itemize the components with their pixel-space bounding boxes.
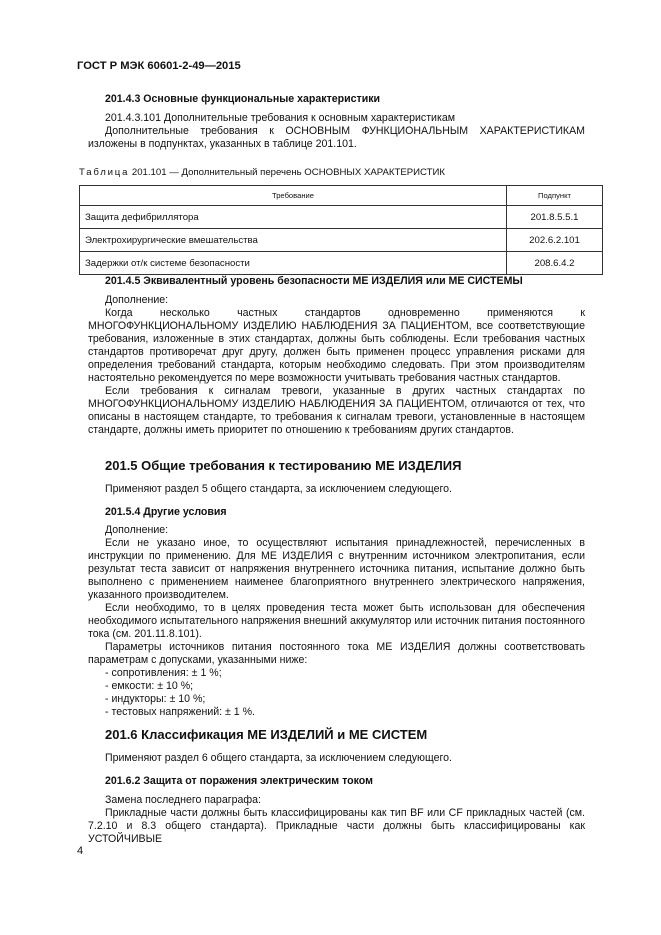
section-201-6-title: 201.6 Классификация МЕ ИЗДЕЛИЙ и МЕ СИСТЕМ xyxy=(105,727,428,742)
paragraph: Если не указано иное, то осуществляют испытания принадлежностей, перечисленных в инструкции по применению. Для МЕ ИЗДЕЛИЯ с внутренним источником электропитания, если результат теста зависит от напряжения внутреннего источника питания, испытание должно быть выполнено с применением наименее благоприятного внутреннего электрического напряжения, указанного производителем. xyxy=(88,537,585,601)
list-item: - индукторы: ± 10 %; xyxy=(105,693,206,705)
column-header-requirement: Требование xyxy=(80,186,507,206)
page-number: 4 xyxy=(77,845,84,857)
section-201-5-4-title: 201.5.4 Другие условия xyxy=(105,506,227,518)
subclause-201-4-3-101: 201.4.3.101 Дополнительные требования к основным характеристикам xyxy=(105,112,456,124)
requirement-cell: Защита дефибриллятора xyxy=(80,206,507,229)
section-201-4-3-body xyxy=(88,112,585,151)
paragraph: Когда несколько частных стандартов одновременно применяются к МНОГОФУНКЦИОНАЛЬНОМУ ИЗДЕЛИЮ НАБЛЮДЕНИЯ ЗА ПАЦИЕНТОМ, все соответствующие требования, изложенные в этих стандартах, должны быть соблюдены. Если требования частных стандартов противоречат друг другу, должен быть применен процесс управления рисками для определения требований стандарта, которым необходимо следовать. При этом производителям настоятельно рекомендуется по мере возможности учитывать требования частных стандартов. xyxy=(88,307,585,384)
section-201-4-5-title: 201.4.5 Эквивалентный уровень безопасности МЕ ИЗДЕЛИЯ или МЕ СИСТЕМЫ xyxy=(105,275,523,287)
paragraph: Параметры источников питания постоянного тока МЕ ИЗДЕЛИЯ должны соответствовать параметрам с допусками, указанными ниже: xyxy=(88,641,585,666)
table-caption xyxy=(79,166,445,179)
paragraph: Если требования к сигналам тревоги, указанные в других частных стандартах по МНОГОФУНКЦИОНАЛЬНОМУ ИЗДЕЛИЮ НАБЛЮДЕНИЯ ЗА ПАЦИЕНТОМ, отличаются от тех, что описаны в настоящем стандарте, то требования к сигналам тревоги, установленные в настоящем стандарте, должны иметь приоритет по отношению к требованиям других стандартов. xyxy=(88,385,585,436)
paragraph: Если необходимо, то в целях проведения теста может быть использован для обеспечения необходимого испытательного напряжения внешний аккумулятор или источник питания постоянного тока (см. 201.11.8.101). xyxy=(88,602,585,640)
paragraph: Прикладные части должны быть классифицированы как тип BF или CF прикладных частей (см. 7.2.10 и 8.3 общего стандарта). Прикладные части должны быть классифицированы как УСТОЙЧИВЫЕ xyxy=(88,807,585,845)
paragraph: Дополнительные требования к ОСНОВНЫМ ФУНКЦИОНАЛЬНЫМ ХАРАКТЕРИСТИКАМ изложены в подпунктах, указанных в таблице 201.101. xyxy=(88,125,585,150)
table-caption-word: Таблица xyxy=(79,167,130,178)
document-header: ГОСТ Р МЭК 60601-2-49—2015 xyxy=(77,60,241,72)
list-item: - емкости: ± 10 %; xyxy=(105,680,194,692)
section-201-4-3-title: 201.4.3 Основные функциональные характеристики xyxy=(105,93,381,105)
section-201-5-4-body xyxy=(88,524,585,719)
requirement-cell: Задержки от/к системе безопасности xyxy=(80,252,507,275)
section-201-6-2-title: 201.6.2 Защита от поражения электрическим током xyxy=(105,775,373,787)
clause-cell: 208.6.4.2 xyxy=(507,252,603,275)
column-header-clause: Подпункт xyxy=(507,186,603,206)
section-201-5-title: 201.5 Общие требования к тестированию МЕ ИЗДЕЛИЯ xyxy=(105,458,462,473)
replace-label: Замена последнего параграфа: xyxy=(105,794,261,806)
section-201-6-text: Применяют раздел 6 общего стандарта, за исключением следующего. xyxy=(105,752,452,764)
addition-label: Дополнение: xyxy=(105,294,169,306)
requirements-table xyxy=(79,185,603,275)
clause-cell: 202.6.2.101 xyxy=(507,229,603,252)
section-201-6-2-body xyxy=(88,794,585,846)
tolerance-list xyxy=(88,667,585,719)
table-caption-text: 201.101 — Дополнительный перечень ОСНОВНЫХ ХАРАКТЕРИСТИК xyxy=(129,167,446,178)
table-header-row xyxy=(80,186,603,206)
clause-cell: 201.8.5.5.1 xyxy=(507,206,603,229)
list-item: - тестовых напряжений: ± 1 %. xyxy=(105,706,255,718)
list-item: - сопротивления: ± 1 %; xyxy=(105,667,222,679)
addition-label: Дополнение: xyxy=(105,524,169,536)
requirement-cell: Электрохирургические вмешательства xyxy=(80,229,507,252)
table-row xyxy=(80,252,603,275)
table-row xyxy=(80,206,603,229)
section-201-5-text: Применяют раздел 5 общего стандарта, за исключением следующего. xyxy=(105,483,452,495)
table-row xyxy=(80,229,603,252)
section-201-4-5-body xyxy=(88,294,585,437)
